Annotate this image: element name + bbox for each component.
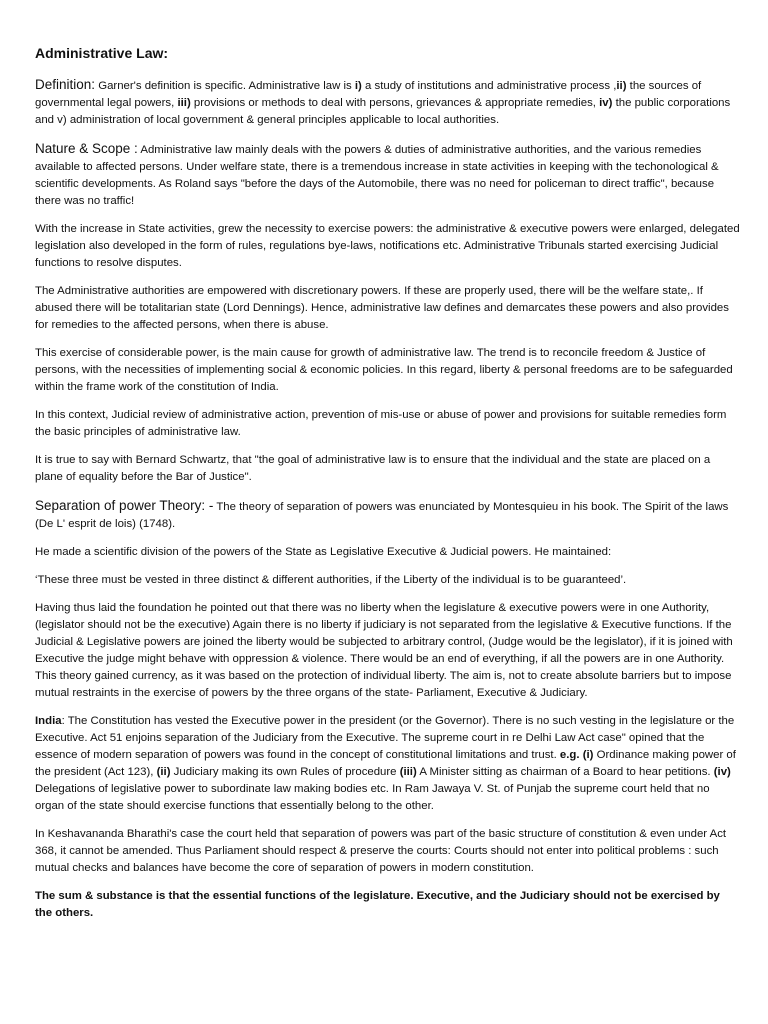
- definition-heading: Definition:: [35, 77, 96, 92]
- definition-marker-4: iv): [599, 97, 613, 109]
- definition-marker-2: ii): [616, 80, 627, 92]
- india-text-5: Delegations of legislative power to subordinate law making bodies etc. In Ram Jawaya V. St. of Punjab the supreme court held that no organ of the state should exercise functions that essentially belong to the other.: [35, 783, 710, 812]
- document-title: Administrative Law:: [35, 45, 169, 61]
- india-text-3: Judiciary making its own Rules of procedure: [170, 766, 400, 778]
- india-text-1: : The Constitution has vested the Executive power in the president (or the Governor). There is no such vesting in the legislature or the Executive. Act 51 enjoins separation of the Judiciary from the Executive. The supreme court in re Delhi Law Act case" opined that the essence of modern separation of powers was found in the concept of constitutional limitations and trust.: [35, 715, 735, 761]
- india-marker-1: (i): [582, 749, 594, 761]
- growth-paragraph: This exercise of considerable power, is the main cause for growth of administrative law. The trend is to reconcile freedom & Justice of persons, with the necessities of implementing social & economic policies. In this regard, liberty & personal freedoms are to be safeguarded within the frame work of the constitution of India.: [35, 347, 733, 393]
- state-activities-paragraph: With the increase in State activities, grew the necessity to exercise powers: the administrative & executive powers were enlarged, delegated legislation also developed in the form of rules, regulations bye-laws, notifications etc. Administrative Tribunals started exercising Judicial functions to resolve disputes.: [35, 223, 740, 269]
- nature-scope-paragraph: [35, 140, 740, 210]
- foundation-paragraph: Having thus laid the foundation he pointed out that there was no liberty when the legislature & executive powers were in one Authority, (legislator should not be the executive) Again there is no liberty if judiciary is not separated from the legislative & Executive functions. If the Judicial & Legislative powers are joined the liberty would be subjected to arbitrary control, (Judge would be the legislator), if it is joined with Executive the judge might behave with oppression & violence. There would be an end of everything, if all the powers are in one Authority. This theory gained currency, as it was based on the protection of individual liberty. The aim is, not to create absolute barriers but to impose mutual restraints in the exercise of powers by the three organs of the state- Parliament, Executive & Judiciary.: [35, 602, 733, 699]
- india-text-2: Ordinance making power of the president (Act 123),: [35, 749, 736, 778]
- division-paragraph: He made a scientific division of the powers of the State as Legislative Executive & Judicial powers. He maintained:: [35, 546, 612, 558]
- summary-paragraph: The sum & substance is that the essential functions of the legislature. Executive, and the Judiciary should not be exercised by the others.: [35, 890, 720, 919]
- definition-text-5: the public corporations and v) administration of local government & general principles applicable to local authorities.: [35, 97, 731, 126]
- india-paragraph: [35, 713, 740, 815]
- document-page: [35, 44, 740, 933]
- separation-heading: Separation of power Theory: -: [35, 498, 214, 513]
- nature-scope-heading: Nature & Scope :: [35, 141, 138, 156]
- india-marker-4: (iv): [713, 766, 731, 778]
- india-marker-2: (ii): [156, 766, 171, 778]
- judicial-review-paragraph: In this context, Judicial review of administrative action, prevention of mis-use or abuse of power and provisions for suitable remedies form the basic principles of administrative law.: [35, 409, 727, 438]
- discretionary-powers-paragraph: The Administrative authorities are empowered with discretionary powers. If these are properly used, there will be the welfare state,. If abused there will be totalitarian state (Lord Dennings). Hence, administrative law defines and demarcates these powers and also provides for remedies to the affected persons, when there is abuse.: [35, 285, 729, 331]
- separation-text: The theory of separation of powers was enunciated by Montesquieu in his book. The Spirit of the laws (De L' esprit de lois) (1748).: [35, 501, 729, 530]
- india-heading: India: [35, 715, 62, 727]
- india-text-4: A Minister sitting as chairman of a Board to hear petitions.: [416, 766, 714, 778]
- definition-text-3: the sources of governmental legal powers,: [35, 80, 702, 109]
- definition-text-2: a study of institutions and administrative process ,: [361, 80, 617, 92]
- definition-marker-1: i): [354, 80, 362, 92]
- definition-text-1: Garner's definition is specific. Administrative law is: [95, 80, 355, 92]
- definition-marker-3: iii): [177, 97, 191, 109]
- definition-paragraph: [35, 76, 740, 129]
- india-eg: e.g.: [559, 749, 580, 761]
- separation-paragraph: [35, 497, 740, 533]
- kesavananda-paragraph: In Keshavananda Bharathi's case the court held that separation of powers was part of the basic structure of constitution & even under Act 368, it cannot be amended. Thus Parliament should respect & preserve the courts: Courts should not enter into political problems : such mutual checks and balances have become the core of separation of powers in modern constitution.: [35, 828, 727, 874]
- nature-scope-text: Administrative law mainly deals with the powers & duties of administrative authorities, and the various remedies available to affected persons. Under welfare state, there is a tremendous increase in state activities in keeping with the techonological & scientific developments. As Roland says "before the days of the Automobile, there was no need for policeman to direct traffic", because there was no traffic!: [35, 144, 719, 207]
- definition-text-4: provisions or methods to deal with persons, grievances & appropriate remedies,: [190, 97, 600, 109]
- schwartz-paragraph: It is true to say with Bernard Schwartz, that "the goal of administrative law is to ensure that the individual and the state are placed on a plane of equality before the Bar of Justice".: [35, 454, 711, 483]
- india-marker-3: (iii): [399, 766, 417, 778]
- quote-paragraph: ‘These three must be vested in three distinct & different authorities, if the Liberty of the individual is to be guaranteed’.: [35, 574, 627, 586]
